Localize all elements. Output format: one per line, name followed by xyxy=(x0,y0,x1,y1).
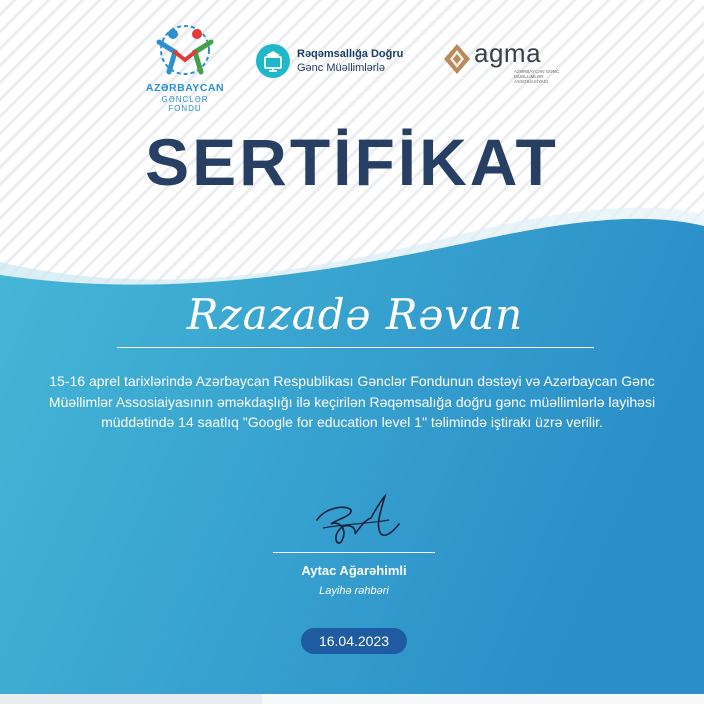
agma-sub1: AZƏRBAYCAN GƏNC xyxy=(514,69,560,74)
date-badge: 16.04.2023 xyxy=(301,628,407,654)
body-line-1: 15-16 aprel tarixlərində Azərbaycan Respublikası Gənclər Fondunun dəstəyi və Azərbaycan Gənc xyxy=(49,373,655,389)
body-line-2: Müəllimlər Assosiaiyasının əməkdaşlığı ilə keçirilən Rəqəmsalığa doğru gənc müəllimlərlə layihəsi xyxy=(48,393,656,410)
ayf-line1: AZƏRBAYCAN xyxy=(145,82,225,94)
rq-line2: Gənc Müəllimlərlə xyxy=(297,62,386,74)
rq-logo xyxy=(256,42,426,82)
agma-word: agma xyxy=(474,38,542,68)
graduation-monitor-icon xyxy=(256,44,290,78)
bottom-card-edge xyxy=(262,694,704,704)
signer-role: Layihə rəhbəri xyxy=(319,585,389,597)
name-underline xyxy=(117,347,594,348)
body-line-3: müddətində 14 saatlıq "Google for education level 1" təlimində iştirakı üzrə verilir. xyxy=(101,414,603,430)
ayf-line2: GƏNCLƏR FONDU xyxy=(161,95,209,113)
recipient-name: Rzazadə Rəvan xyxy=(186,290,524,339)
signature-image xyxy=(305,490,405,550)
certificate-title: SERTİFİKAT xyxy=(145,125,559,199)
ayf-logo xyxy=(145,20,225,113)
rq-line1: Rəqəmsallığa Doğru xyxy=(297,48,404,60)
signer-name: Aytac Ağarəhimli xyxy=(301,563,407,578)
agma-sub2: MÜƏLLİMLƏR ASSOSİASİYASI xyxy=(514,74,548,84)
diamond-logo-icon xyxy=(442,42,472,76)
signature-line xyxy=(273,552,435,553)
people-circle-logo-icon xyxy=(145,20,225,82)
certificate-body xyxy=(0,371,704,433)
agma-logo xyxy=(442,40,572,86)
